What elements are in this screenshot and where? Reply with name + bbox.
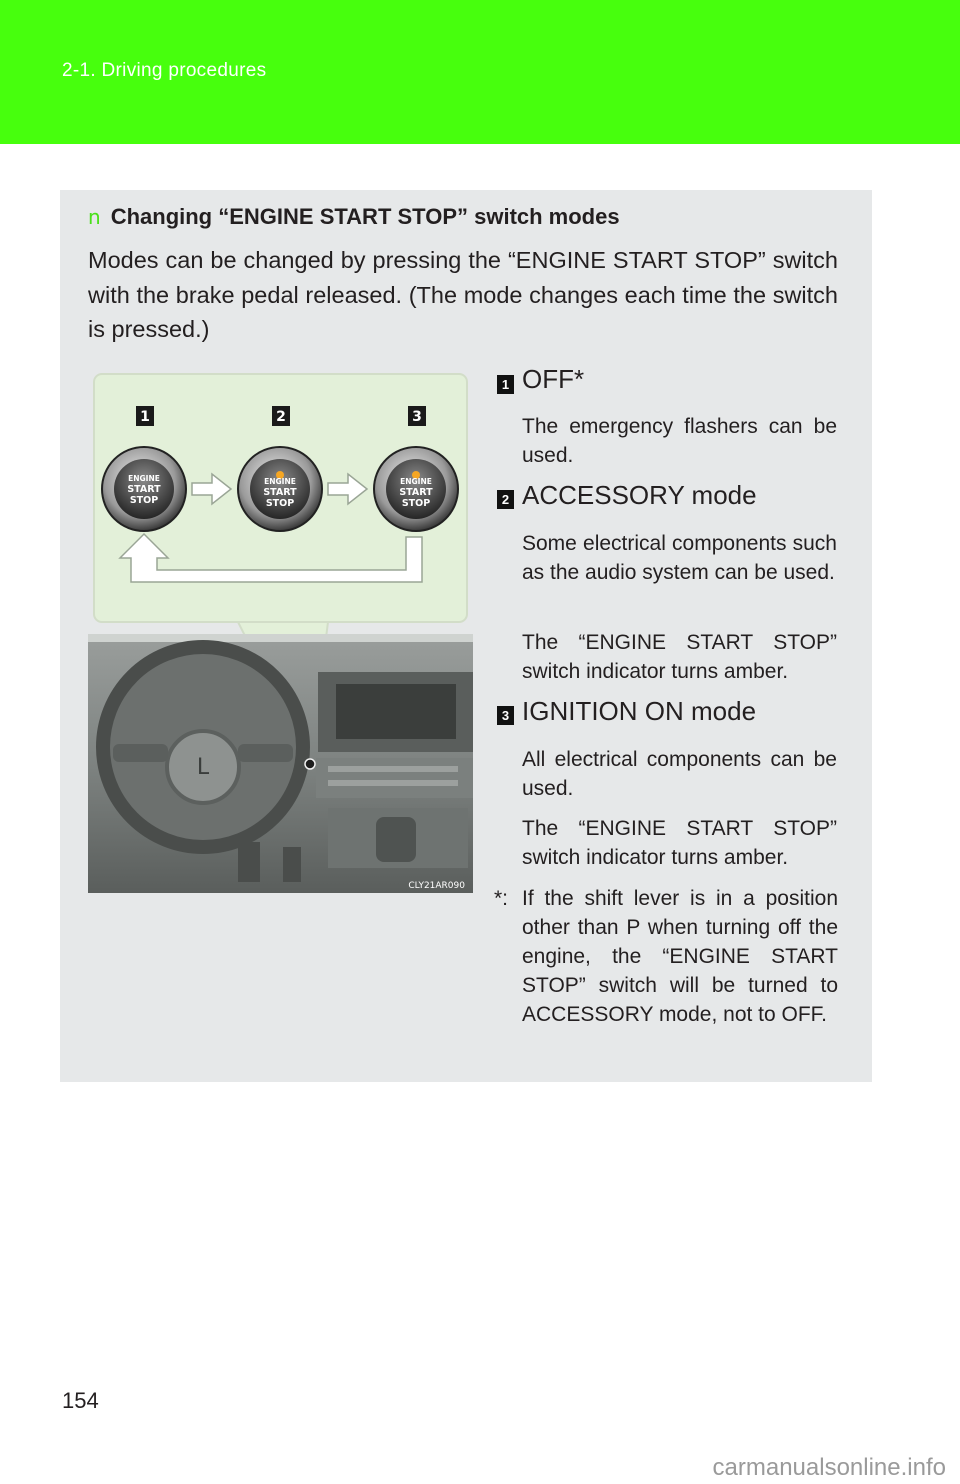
item-badge-3: 3 [497,706,514,725]
svg-text:START: START [263,487,297,498]
item-title-accessory: ACCESSORY mode [522,480,757,510]
item-desc-accessory-2: The “ENGINE START STOP” switch indicator turns amber. [522,631,837,683]
step-badge-3 [408,406,426,426]
footnote-text: If the shift lever is in a position other than P when turning off the engine, the “ENGINE START STOP” switch will be turned to ACCESSORY mode, not to OFF. [522,887,838,1026]
engine-button-off [102,447,186,531]
footnote-mark: *: [494,887,509,910]
item-desc-ignition-1: All electrical components can be used. [522,748,837,800]
svg-text:ENGINE: ENGINE [264,477,296,486]
heading-text: Changing “ENGINE START STOP” switch modes [110,204,620,229]
footnote [494,884,838,1029]
bullet-icon: n [88,205,101,229]
item-badge-1: 1 [497,375,514,394]
svg-text:STOP: STOP [265,498,295,509]
svg-text:STOP: STOP [129,495,159,506]
switch-location-marker [305,759,315,769]
heading [88,204,848,230]
svg-text:START: START [127,484,161,495]
step-number-1: 1 [140,409,150,425]
svg-text:START: START [399,487,433,498]
watermark: carmanualsonline.info [712,1454,946,1481]
item-title-ignition: IGNITION ON mode [522,696,757,726]
step-badge-1 [136,406,154,426]
svg-text:ENGINE: ENGINE [128,474,160,483]
svg-text:ENGINE: ENGINE [400,477,432,486]
page-number: 154 [62,1388,99,1413]
svg-text:STOP: STOP [401,498,431,509]
engine-button-ignition [374,447,458,531]
step-number-3: 3 [412,409,422,425]
shift-lever [376,817,416,862]
item-title-off: OFF* [522,364,585,394]
engine-button-accessory [238,447,322,531]
item-desc-ignition-2: The “ENGINE START STOP” switch indicator turns amber. [522,817,837,869]
item-desc-accessory-1: Some electrical components such as the audio system can be used. [522,532,837,584]
section-title: 2-1. Driving procedures [62,60,267,81]
step-number-2: 2 [276,409,286,425]
lexus-logo: L [196,755,210,780]
item-desc-off: The emergency flashers can be used. [522,415,837,467]
intro-paragraph: Modes can be changed by pressing the “ENGINE START STOP” switch with the brake pedal released. (The mode changes each time the switch is pressed.) [88,247,838,342]
switch-mode-illustration [88,372,473,893]
step-badge-2 [272,406,290,426]
figure-code: CLY21AR090 [408,881,465,891]
item-badge-2: 2 [497,490,514,509]
